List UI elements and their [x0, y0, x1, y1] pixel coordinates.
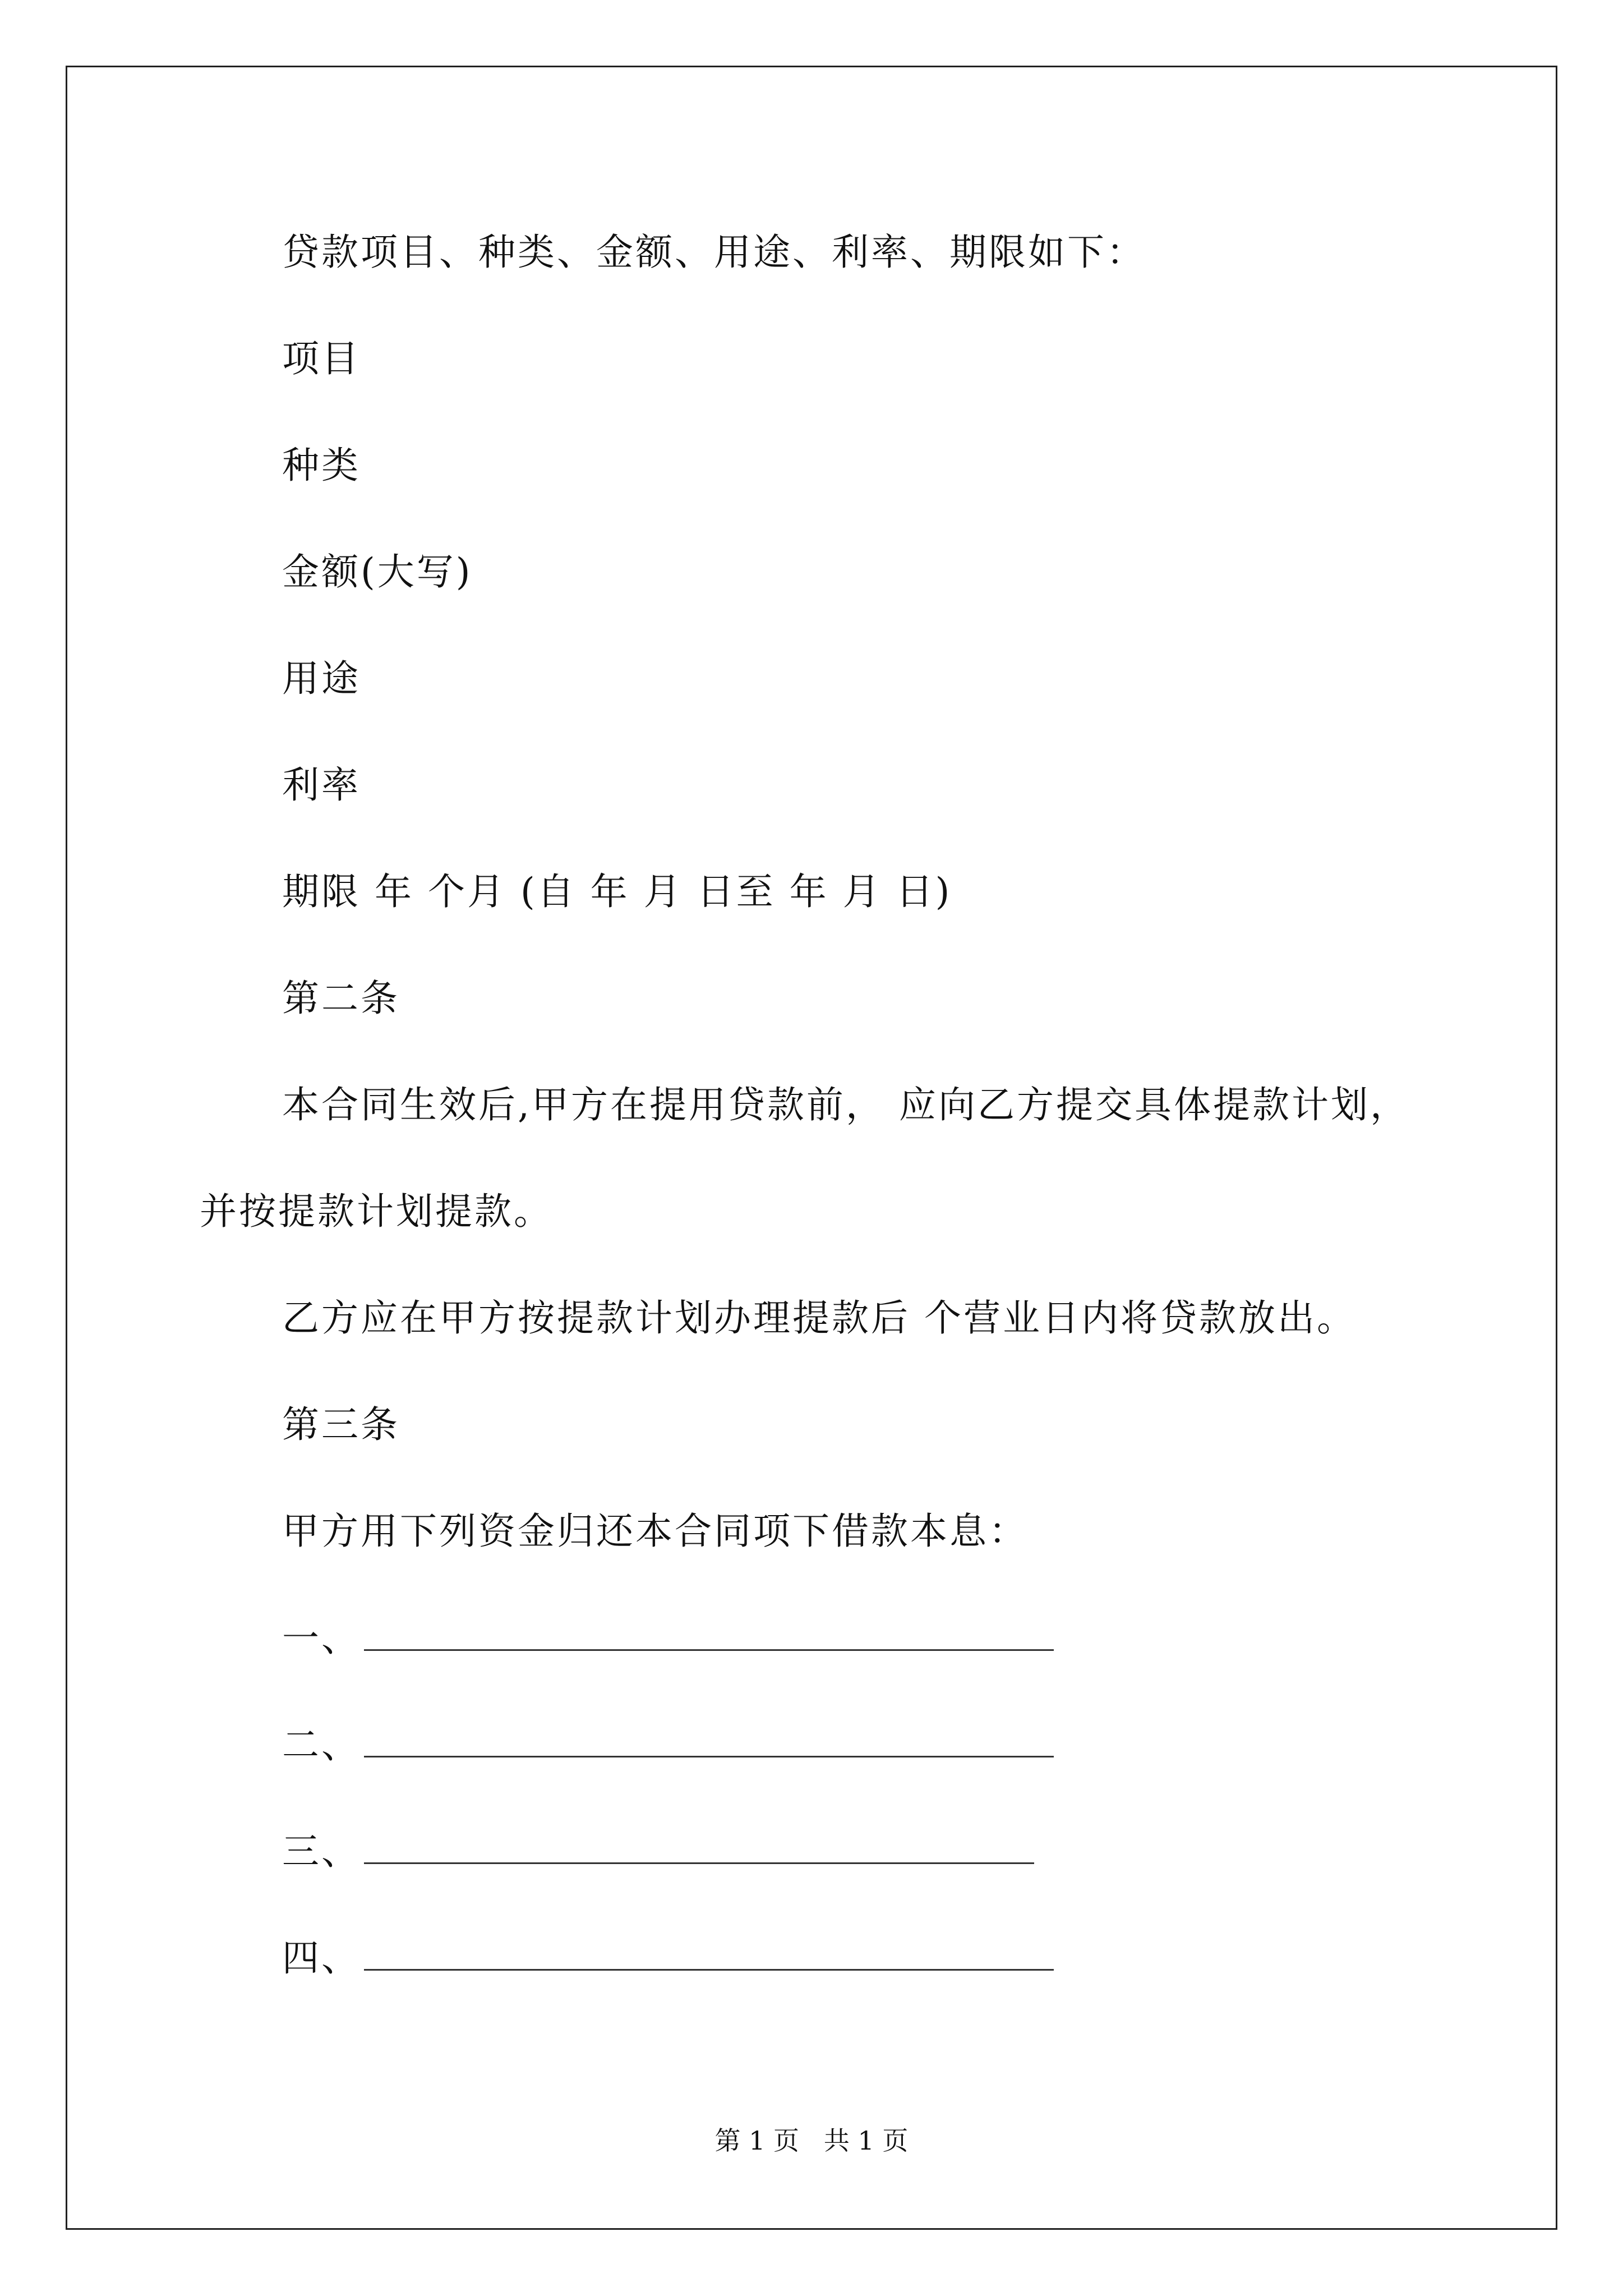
article-two-paragraph-2: 乙方应在甲方按提款计划办理提款后 个营业日内将贷款放出。 [282, 1296, 1356, 1340]
repayment-item-4 [282, 1935, 1054, 1981]
article-two-paragraph-1-cont: 并按提款计划提款。 [200, 1190, 553, 1233]
article-two-paragraph-1: 本合同生效后,甲方在提用贷款前， 应向乙方提交具体提款计划， [282, 1083, 1409, 1126]
item-amount-label: 金额(大写) [282, 550, 473, 593]
item-interest-label: 利率 [282, 763, 361, 807]
repayment-item-2-label: 二、 [282, 1723, 361, 1766]
repayment-item-4-label: 四、 [282, 1936, 361, 1980]
page-number-footer: 第 1 页 共 1 页 [714, 2125, 909, 2156]
repayment-item-4-blank[interactable] [364, 1935, 1054, 1971]
repayment-item-2-blank[interactable] [364, 1722, 1054, 1757]
article-three-paragraph: 甲方用下列资金归还本合同项下借款本息： [282, 1510, 1028, 1553]
repayment-item-1 [282, 1616, 1054, 1661]
item-type-label: 种类 [282, 444, 361, 487]
page-frame [66, 66, 1557, 2230]
item-term-label: 期限 年 个月 (自 年 月 日至 年 月 日) [282, 870, 952, 913]
article-three-heading: 第三条 [282, 1403, 400, 1446]
repayment-item-3 [282, 1829, 1034, 1874]
repayment-item-3-blank[interactable] [364, 1829, 1034, 1864]
repayment-item-3-label: 三、 [282, 1830, 361, 1873]
article-two-heading: 第二条 [282, 977, 400, 1020]
repayment-item-2 [282, 1722, 1054, 1768]
repayment-item-1-label: 一、 [282, 1617, 361, 1660]
repayment-item-1-blank[interactable] [364, 1616, 1054, 1651]
item-project-label: 项目 [282, 337, 361, 380]
loan-terms-heading: 贷款项目、种类、金额、用途、利率、期限如下： [282, 231, 1146, 274]
item-purpose-label: 用途 [282, 657, 361, 700]
